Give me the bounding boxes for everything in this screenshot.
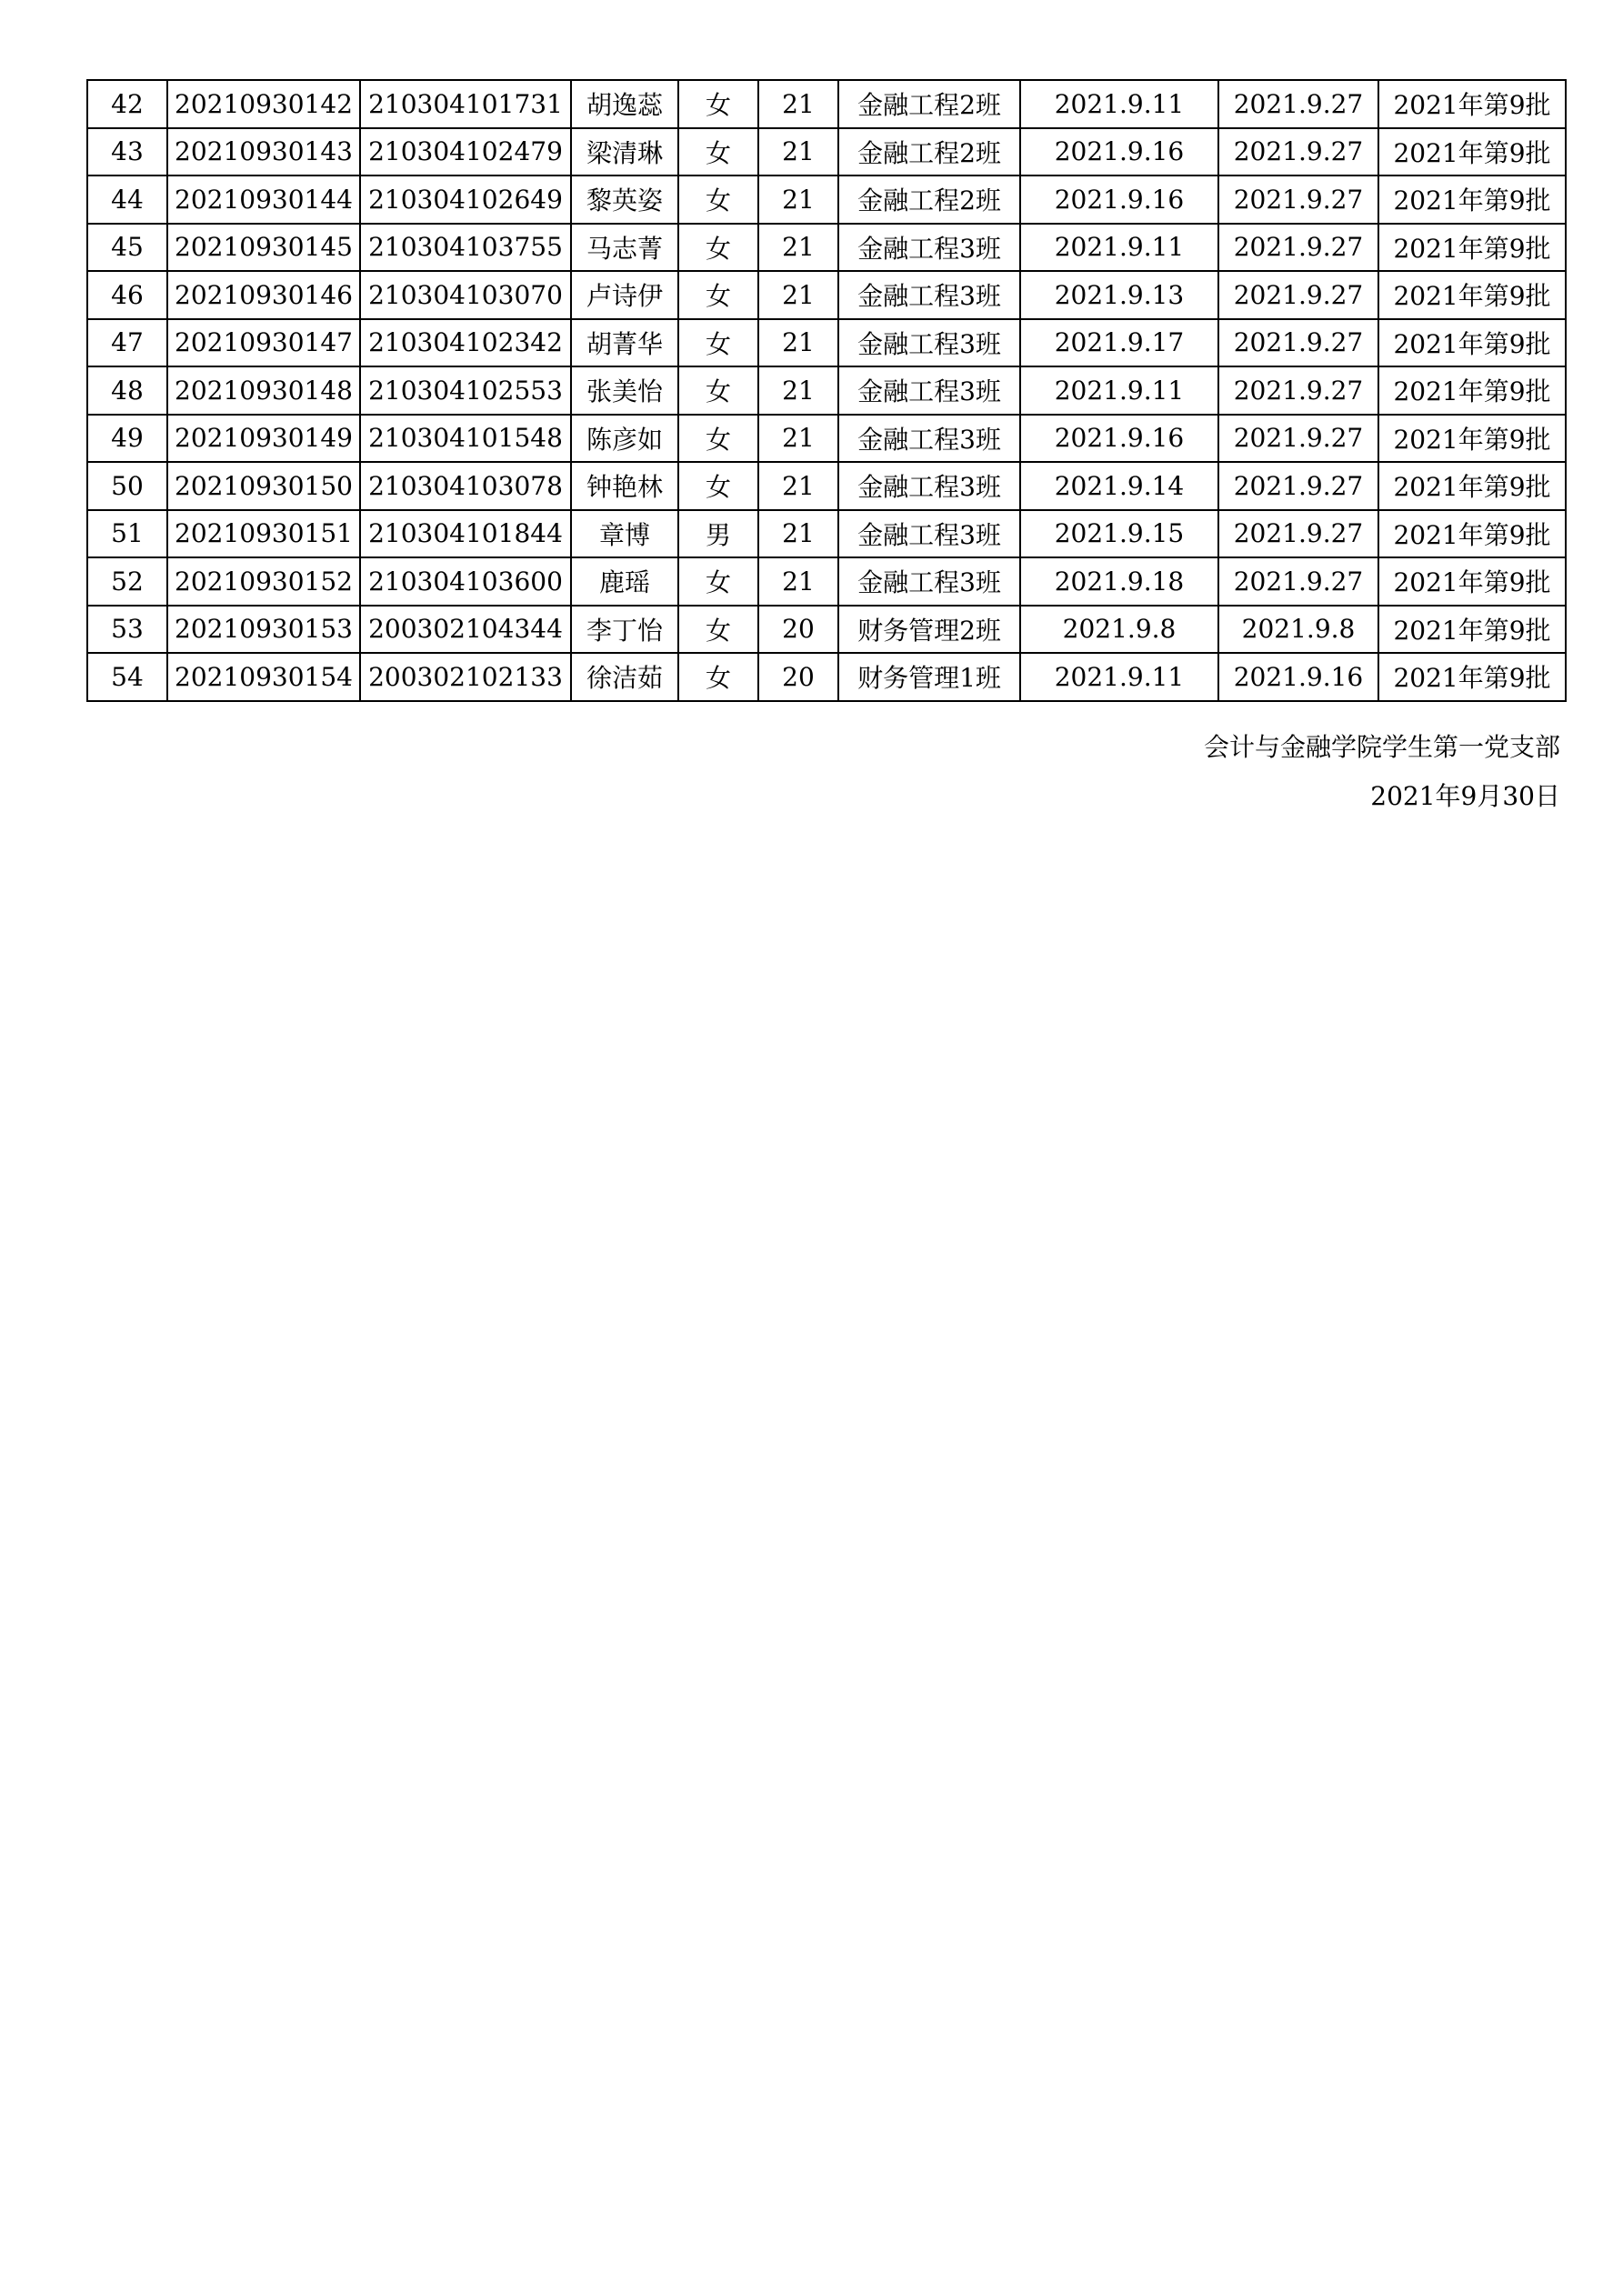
application-date-cell: 2021.9.16 <box>1020 415 1218 463</box>
batch-cell: 2021年第9批 <box>1378 415 1566 463</box>
approval-date-cell: 2021.9.27 <box>1218 415 1378 463</box>
class-cell: 金融工程2班 <box>838 128 1020 176</box>
table-row <box>87 510 1566 558</box>
name-cell: 张美怡 <box>571 366 678 415</box>
grade-cell: 21 <box>758 128 838 176</box>
seq-cell: 45 <box>87 224 167 272</box>
member-table <box>86 79 1567 702</box>
gender-cell: 男 <box>678 510 758 558</box>
class-cell: 金融工程3班 <box>838 366 1020 415</box>
seq-cell: 43 <box>87 128 167 176</box>
grade-cell: 21 <box>758 271 838 319</box>
name-cell: 胡菁华 <box>571 319 678 367</box>
student-number-cell: 210304102649 <box>360 175 571 224</box>
name-cell: 黎英姿 <box>571 175 678 224</box>
student-number-cell: 210304101731 <box>360 80 571 128</box>
footer-organization: 会计与金融学院学生第一党支部 <box>1203 732 1560 762</box>
table-row <box>87 557 1566 606</box>
seq-cell: 52 <box>87 557 167 606</box>
grade-cell: 21 <box>758 510 838 558</box>
gender-cell: 女 <box>678 415 758 463</box>
application-date-cell: 2021.9.14 <box>1020 462 1218 510</box>
gender-cell: 女 <box>678 271 758 319</box>
application-date-cell: 2021.9.11 <box>1020 366 1218 415</box>
id-cell: 20210930152 <box>167 557 360 606</box>
student-number-cell: 210304103755 <box>360 224 571 272</box>
gender-cell: 女 <box>678 366 758 415</box>
class-cell: 金融工程2班 <box>838 80 1020 128</box>
class-cell: 金融工程2班 <box>838 175 1020 224</box>
grade-cell: 21 <box>758 319 838 367</box>
student-number-cell: 210304102342 <box>360 319 571 367</box>
name-cell: 胡逸蕊 <box>571 80 678 128</box>
batch-cell: 2021年第9批 <box>1378 271 1566 319</box>
table-body <box>87 80 1566 701</box>
seq-cell: 47 <box>87 319 167 367</box>
grade-cell: 20 <box>758 653 838 701</box>
application-date-cell: 2021.9.11 <box>1020 653 1218 701</box>
batch-cell: 2021年第9批 <box>1378 128 1566 176</box>
application-date-cell: 2021.9.13 <box>1020 271 1218 319</box>
grade-cell: 21 <box>758 415 838 463</box>
batch-cell: 2021年第9批 <box>1378 606 1566 654</box>
id-cell: 20210930151 <box>167 510 360 558</box>
approval-date-cell: 2021.9.27 <box>1218 319 1378 367</box>
grade-cell: 21 <box>758 462 838 510</box>
approval-date-cell: 2021.9.27 <box>1218 366 1378 415</box>
application-date-cell: 2021.9.8 <box>1020 606 1218 654</box>
approval-date-cell: 2021.9.16 <box>1218 653 1378 701</box>
gender-cell: 女 <box>678 80 758 128</box>
table-row <box>87 366 1566 415</box>
class-cell: 金融工程3班 <box>838 415 1020 463</box>
application-date-cell: 2021.9.17 <box>1020 319 1218 367</box>
class-cell: 金融工程3班 <box>838 462 1020 510</box>
class-cell: 财务管理1班 <box>838 653 1020 701</box>
approval-date-cell: 2021.9.27 <box>1218 128 1378 176</box>
grade-cell: 21 <box>758 175 838 224</box>
approval-date-cell: 2021.9.27 <box>1218 175 1378 224</box>
batch-cell: 2021年第9批 <box>1378 510 1566 558</box>
student-number-cell: 210304103600 <box>360 557 571 606</box>
gender-cell: 女 <box>678 224 758 272</box>
approval-date-cell: 2021.9.27 <box>1218 462 1378 510</box>
batch-cell: 2021年第9批 <box>1378 557 1566 606</box>
batch-cell: 2021年第9批 <box>1378 175 1566 224</box>
table-row <box>87 462 1566 510</box>
name-cell: 李丁怡 <box>571 606 678 654</box>
id-cell: 20210930146 <box>167 271 360 319</box>
approval-date-cell: 2021.9.27 <box>1218 224 1378 272</box>
application-date-cell: 2021.9.18 <box>1020 557 1218 606</box>
seq-cell: 50 <box>87 462 167 510</box>
id-cell: 20210930150 <box>167 462 360 510</box>
grade-cell: 21 <box>758 80 838 128</box>
batch-cell: 2021年第9批 <box>1378 80 1566 128</box>
gender-cell: 女 <box>678 128 758 176</box>
application-date-cell: 2021.9.11 <box>1020 80 1218 128</box>
seq-cell: 49 <box>87 415 167 463</box>
gender-cell: 女 <box>678 653 758 701</box>
id-cell: 20210930147 <box>167 319 360 367</box>
gender-cell: 女 <box>678 319 758 367</box>
name-cell: 鹿瑶 <box>571 557 678 606</box>
name-cell: 马志菁 <box>571 224 678 272</box>
gender-cell: 女 <box>678 606 758 654</box>
id-cell: 20210930149 <box>167 415 360 463</box>
student-number-cell: 210304101844 <box>360 510 571 558</box>
student-number-cell: 200302104344 <box>360 606 571 654</box>
approval-date-cell: 2021.9.27 <box>1218 557 1378 606</box>
name-cell: 陈彦如 <box>571 415 678 463</box>
seq-cell: 44 <box>87 175 167 224</box>
name-cell: 梁清琳 <box>571 128 678 176</box>
student-number-cell: 210304102479 <box>360 128 571 176</box>
gender-cell: 女 <box>678 557 758 606</box>
table-row <box>87 271 1566 319</box>
table-row <box>87 653 1566 701</box>
student-number-cell: 210304103078 <box>360 462 571 510</box>
id-cell: 20210930142 <box>167 80 360 128</box>
id-cell: 20210930154 <box>167 653 360 701</box>
application-date-cell: 2021.9.16 <box>1020 175 1218 224</box>
seq-cell: 46 <box>87 271 167 319</box>
table-row <box>87 415 1566 463</box>
seq-cell: 54 <box>87 653 167 701</box>
batch-cell: 2021年第9批 <box>1378 653 1566 701</box>
id-cell: 20210930148 <box>167 366 360 415</box>
table-row <box>87 175 1566 224</box>
student-number-cell: 210304102553 <box>360 366 571 415</box>
id-cell: 20210930153 <box>167 606 360 654</box>
seq-cell: 51 <box>87 510 167 558</box>
batch-cell: 2021年第9批 <box>1378 319 1566 367</box>
grade-cell: 21 <box>758 557 838 606</box>
gender-cell: 女 <box>678 175 758 224</box>
student-number-cell: 210304103070 <box>360 271 571 319</box>
table-row <box>87 319 1566 367</box>
student-number-cell: 200302102133 <box>360 653 571 701</box>
grade-cell: 21 <box>758 366 838 415</box>
id-cell: 20210930145 <box>167 224 360 272</box>
id-cell: 20210930143 <box>167 128 360 176</box>
grade-cell: 20 <box>758 606 838 654</box>
approval-date-cell: 2021.9.27 <box>1218 271 1378 319</box>
class-cell: 金融工程3班 <box>838 557 1020 606</box>
application-date-cell: 2021.9.15 <box>1020 510 1218 558</box>
name-cell: 徐洁茹 <box>571 653 678 701</box>
approval-date-cell: 2021.9.27 <box>1218 80 1378 128</box>
student-number-cell: 210304101548 <box>360 415 571 463</box>
approval-date-cell: 2021.9.27 <box>1218 510 1378 558</box>
table-row <box>87 128 1566 176</box>
class-cell: 金融工程3班 <box>838 271 1020 319</box>
footer-date: 2021年9月30日 <box>1370 781 1560 811</box>
table-row <box>87 80 1566 128</box>
grade-cell: 21 <box>758 224 838 272</box>
table-row <box>87 224 1566 272</box>
class-cell: 金融工程3班 <box>838 224 1020 272</box>
name-cell: 钟艳林 <box>571 462 678 510</box>
name-cell: 卢诗伊 <box>571 271 678 319</box>
seq-cell: 48 <box>87 366 167 415</box>
name-cell: 章博 <box>571 510 678 558</box>
id-cell: 20210930144 <box>167 175 360 224</box>
seq-cell: 53 <box>87 606 167 654</box>
batch-cell: 2021年第9批 <box>1378 366 1566 415</box>
class-cell: 金融工程3班 <box>838 319 1020 367</box>
table-row <box>87 606 1566 654</box>
class-cell: 财务管理2班 <box>838 606 1020 654</box>
class-cell: 金融工程3班 <box>838 510 1020 558</box>
gender-cell: 女 <box>678 462 758 510</box>
approval-date-cell: 2021.9.8 <box>1218 606 1378 654</box>
batch-cell: 2021年第9批 <box>1378 462 1566 510</box>
batch-cell: 2021年第9批 <box>1378 224 1566 272</box>
application-date-cell: 2021.9.16 <box>1020 128 1218 176</box>
seq-cell: 42 <box>87 80 167 128</box>
application-date-cell: 2021.9.11 <box>1020 224 1218 272</box>
